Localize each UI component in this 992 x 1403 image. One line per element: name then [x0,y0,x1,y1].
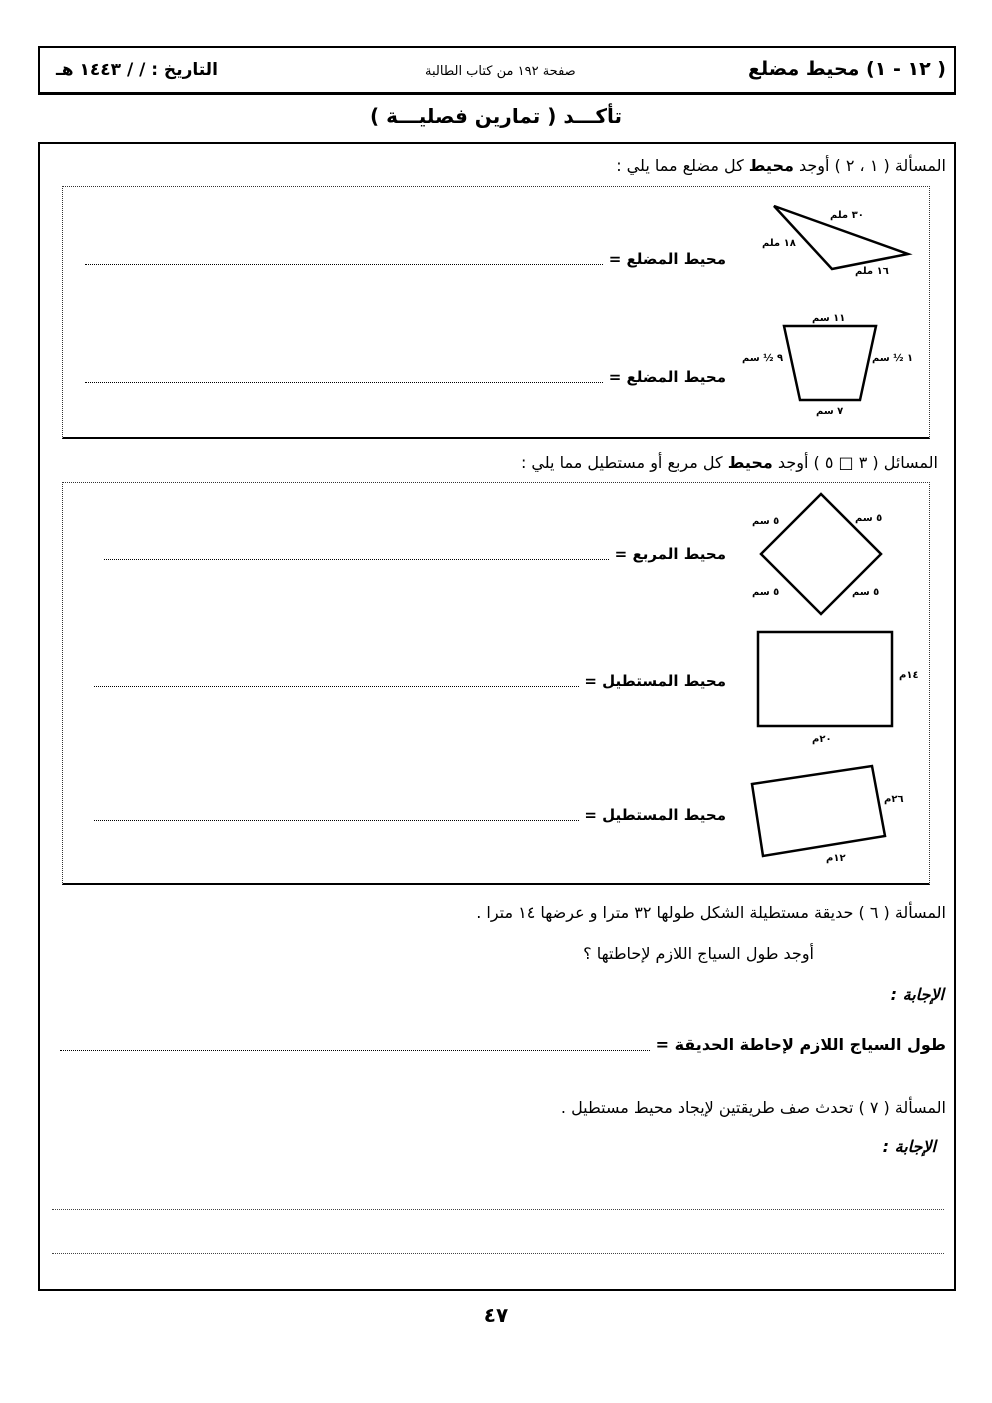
page-number: ٤٧ [483,1303,509,1327]
square-side-br: ٥ سم [852,587,880,598]
rectangle2-bottom: ١٢م [826,853,846,864]
answer-row-square: محيط المربع = [104,545,726,563]
problem6-statement: المسألة ( ٦ ) حديقة مستطيلة الشكل طولها ٣٢ مترا و عرضها ١٤ مترا . [476,903,946,922]
rectangle1-figure [750,628,898,732]
square-side-tl: ٥ سم [752,516,780,527]
triangle-side-c: ١٦ ملم [855,266,889,277]
trapezoid-left: ٩ ½ سم [742,353,784,364]
lesson-title: ( ١٢ - ١) محيط مضلع [748,58,946,80]
answer-row-trapezoid: محيط المضلع = [85,368,726,386]
answer-line-2[interactable] [52,1252,944,1254]
answer-blank[interactable] [94,676,579,687]
trapezoid-top: ١١ سم [812,313,846,324]
triangle-side-b: ١٨ ملم [762,238,796,249]
date-field[interactable]: التاريخ : / / ١٤٤٣ هـ [56,60,218,80]
rectangle2-side: ٢٦م [884,794,904,805]
problem6-answer-label: الإجابة : [890,985,944,1004]
triangle-side-a: ٣٠ ملم [830,210,864,221]
section1-heading: المسألة ( ١ ، ٢ ) أوجد محيط كل مضلع مما يلي : [616,156,946,175]
section-subtitle: تأكـــد ( تمارين فصليـــة ) [369,104,623,128]
answer-blank[interactable] [60,1040,650,1051]
square-side-tr: ٥ سم [855,513,883,524]
problem7-statement: المسألة ( ٧ ) تحدث صف طريقتين لإيجاد محيط مستطيل . [560,1098,946,1117]
answer-blank[interactable] [104,549,609,560]
square-side-bl: ٥ سم [752,587,780,598]
rectangle1-side: ١٤م [899,670,919,681]
answer-row-triangle: محيط المضلع = [85,250,726,268]
answer-row-rectangle1: محيط المستطيل = [94,672,726,690]
answer-blank[interactable] [85,372,603,383]
page-reference: صفحة ١٩٢ من كتاب الطالبة [425,64,576,79]
answer-row-fence: طول السياج اللازم لإحاطة الحديقة = [60,1035,946,1054]
answer-blank[interactable] [94,810,579,821]
trapezoid-bottom: ٧ سم [816,406,844,417]
answer-blank[interactable] [85,254,603,265]
problem7-answer-label: الإجابة : [882,1137,936,1156]
header-box [38,46,956,95]
square-figure [755,490,887,618]
rectangle2-figure [745,760,895,870]
section2-heading: المسائل ( ٣ □ ٥ ) أوجد محيط كل مربع أو مستطيل مما يلي : [520,453,938,472]
answer-line-1[interactable] [52,1208,944,1210]
trapezoid-right: ١ ½ سم [872,353,914,364]
rectangle1-bottom: ٢٠م [812,734,832,745]
answer-row-rectangle2: محيط المستطيل = [94,806,726,824]
problem6-question: أوجد طول السياج اللازم لإحاطتها ؟ [583,944,814,963]
